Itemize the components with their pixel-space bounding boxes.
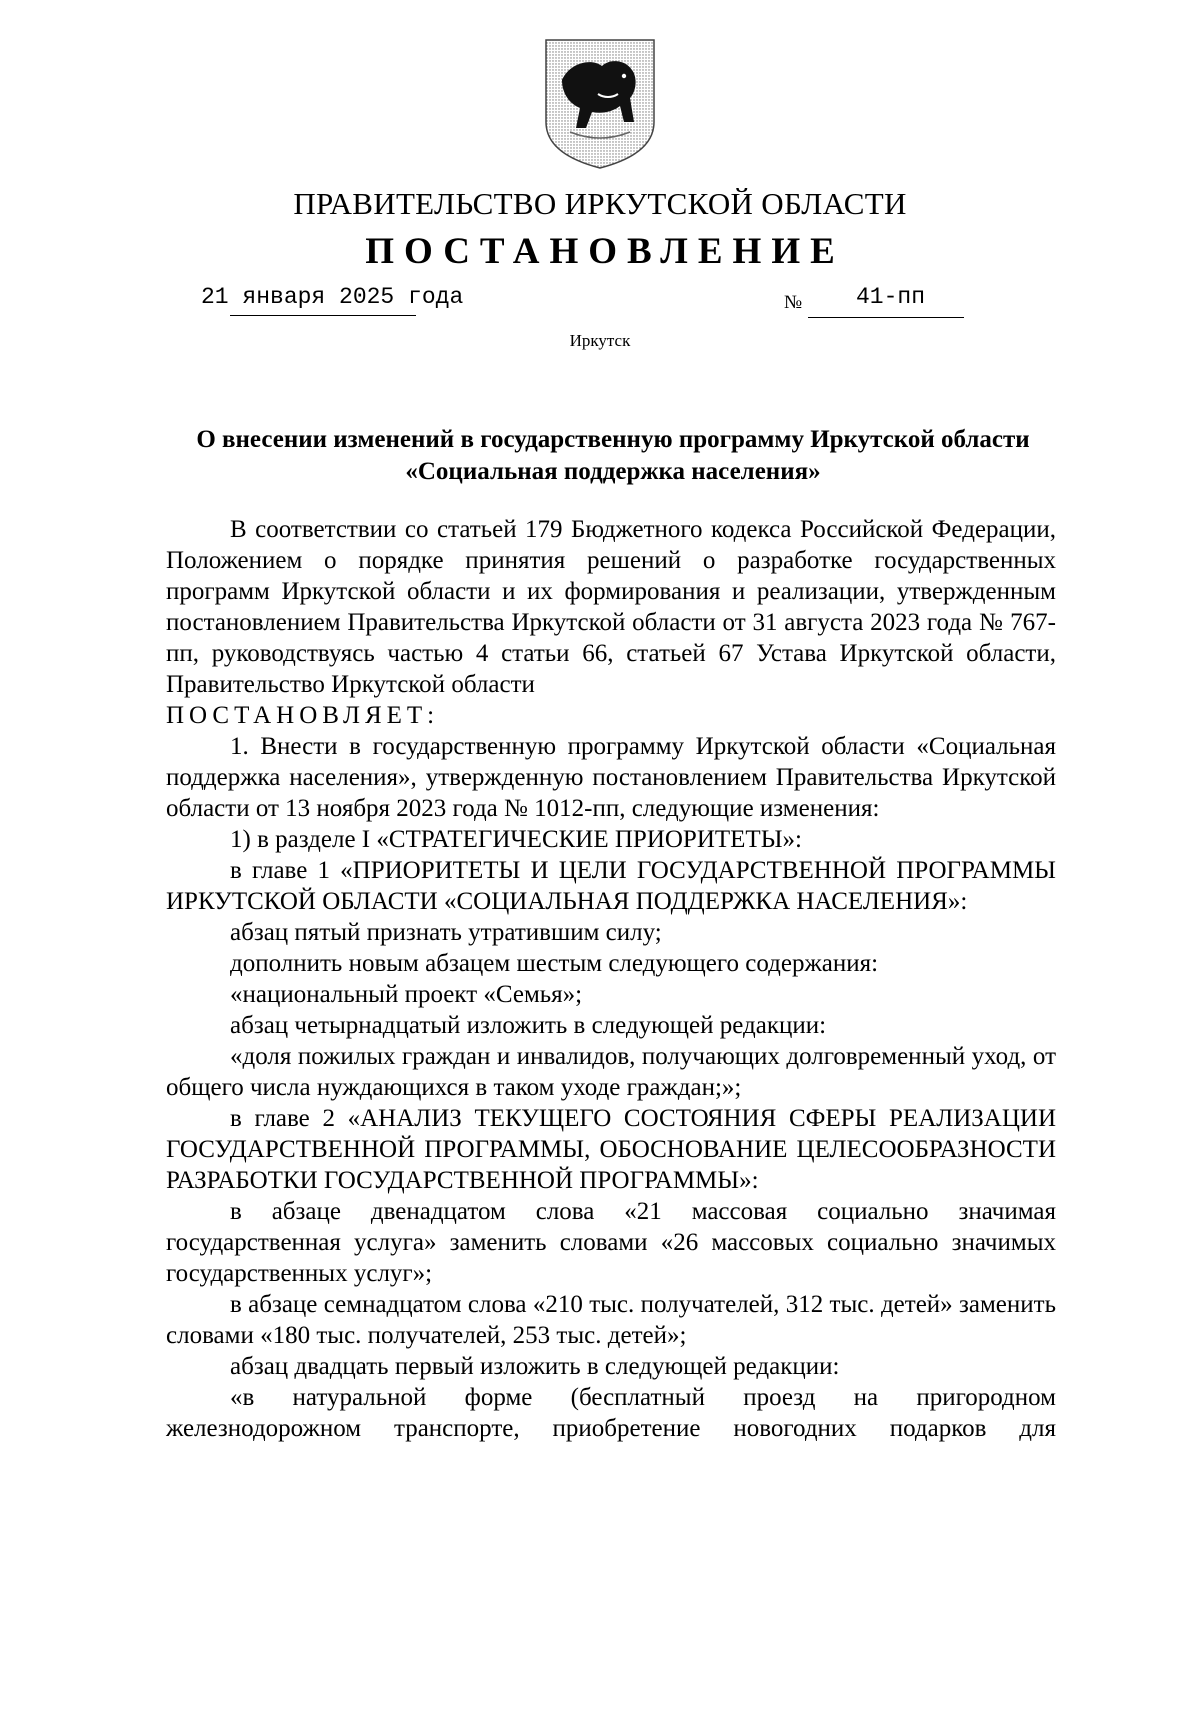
document-number: 41-пп xyxy=(856,284,926,310)
government-name: ПРАВИТЕЛЬСТВО ИРКУТСКОЙ ОБЛАСТИ xyxy=(293,186,907,221)
paragraph-12: в абзаце семнадцатом слова «210 тыс. получателей, 312 тыс. детей» заменить словами «180 тыс. получателей, 253 тыс. детей»; xyxy=(166,1291,1056,1349)
paragraph-preamble: В соответствии со статьей 179 Бюджетного кодекса Российской Федерации, Положением о порядке принятия решений о разработке государственных программ Иркутской области и их формирования и реализации, утвержденным постановлением Правительства Иркутской области от 31 августа 2023 года № 767-пп, руководствуясь частью 4 статьи 66, статьей 67 Устава Иркутской области, Правительство Иркутской области xyxy=(166,516,1056,698)
coat-of-arms-icon xyxy=(540,36,660,172)
date-underline xyxy=(230,315,416,316)
paragraph-9: «доля пожилых граждан и инвалидов, получающих долговременный уход, от общего числа нуждающихся в таком уходе граждан;»; xyxy=(166,1043,1056,1101)
document-body xyxy=(166,514,1056,1444)
number-sign: № xyxy=(784,292,803,313)
document-type: ПОСТАНОВЛЕНИЕ xyxy=(365,231,845,272)
city: Иркутск xyxy=(569,331,631,350)
paragraph-subitem-1: 1) в разделе I «СТРАТЕГИЧЕСКИЕ ПРИОРИТЕТЫ»: xyxy=(230,826,802,853)
paragraph-8: абзац четырнадцатый изложить в следующей редакции: xyxy=(230,1012,827,1039)
document-date: 21 января 2025 года xyxy=(201,284,464,310)
paragraph-7: «национальный проект «Семья»; xyxy=(230,981,583,1008)
paragraph-14: «в натуральной форме (бесплатный проезд на пригородном железнодорожном транспорте, приобретение новогодних подарков для xyxy=(166,1384,1056,1442)
paragraph-11: в абзаце двенадцатом слова «21 массовая социально значимая государственная услуга» заменить словами «26 массовых социально значимых государственных услуг»; xyxy=(166,1198,1056,1287)
paragraph-chapter-1: в главе 1 «ПРИОРИТЕТЫ И ЦЕЛИ ГОСУДАРСТВЕННОЙ ПРОГРАММЫ ИРКУТСКОЙ ОБЛАСТИ «СОЦИАЛЬНАЯ ПОДДЕРЖКА НАСЕЛЕНИЯ»: xyxy=(166,857,1056,915)
paragraph-13: абзац двадцать первый изложить в следующей редакции: xyxy=(230,1353,840,1380)
subject-line-2: «Социальная поддержка населения» xyxy=(405,457,821,485)
paragraph-6: дополнить новым абзацем шестым следующего содержания: xyxy=(230,950,879,977)
paragraph-5: абзац пятый признать утратившим силу; xyxy=(230,919,662,946)
paragraph-chapter-2: в главе 2 «АНАЛИЗ ТЕКУЩЕГО СОСТОЯНИЯ СФЕРЫ РЕАЛИЗАЦИИ ГОСУДАРСТВЕННОЙ ПРОГРАММЫ, ОБОСНОВАНИЕ ЦЕЛЕСООБРАЗНОСТИ РАЗРАБОТКИ ГОСУДАРСТВЕННОЙ ПРОГРАММЫ»: xyxy=(166,1105,1056,1194)
document-subject xyxy=(168,424,1058,487)
paragraph-item-1: 1. Внести в государственную программу Иркутской области «Социальная поддержка населения», утвержденную постановлением Правительства Иркутской области от 13 ноября 2023 года № 1012-пп, следующие изменения: xyxy=(166,733,1056,822)
subject-line-1: О внесении изменений в государственную программу Иркутской области xyxy=(196,426,1030,453)
paragraph-resolves: ПОСТАНОВЛЯЕТ: xyxy=(166,702,440,729)
number-underline xyxy=(808,317,964,318)
